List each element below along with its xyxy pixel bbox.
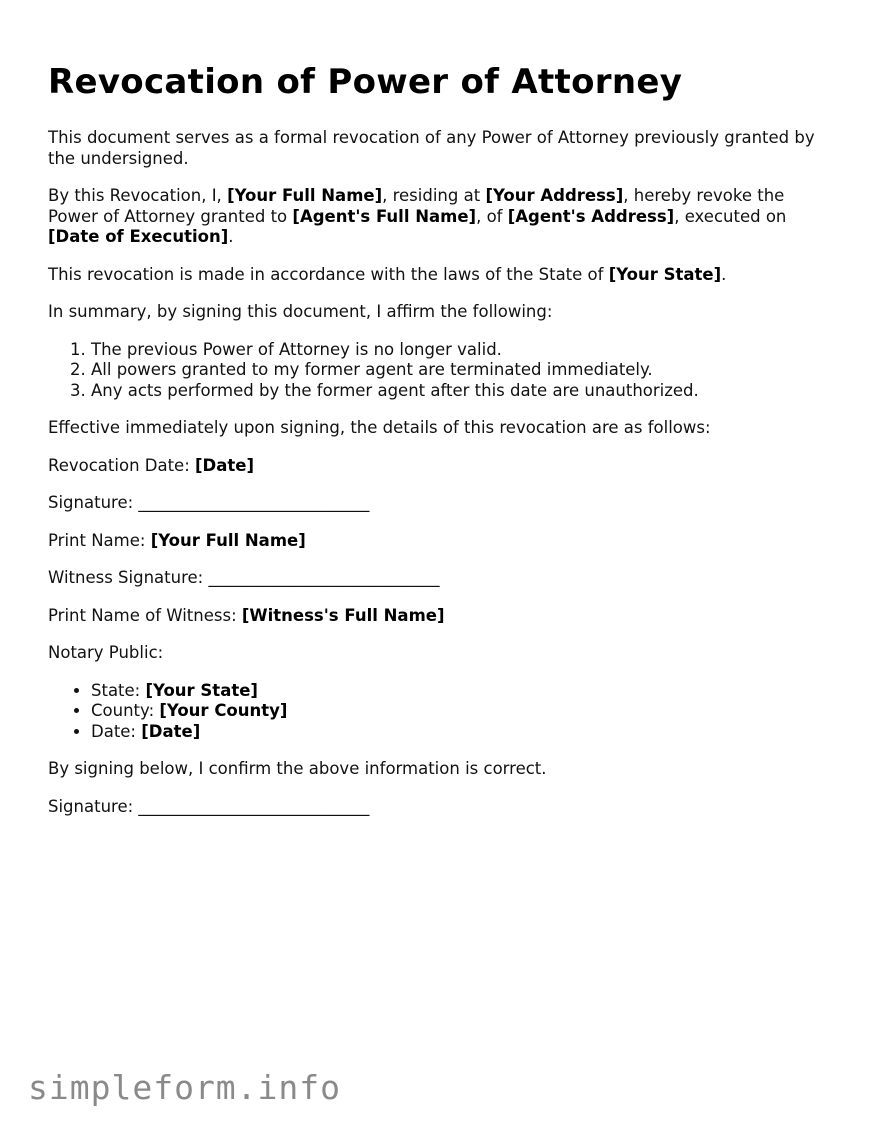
field-label: Witness Signature: [48, 568, 209, 587]
witness-name-placeholder: [Witness's Full Name] [241, 605, 445, 625]
field-label: Revocation Date: [48, 455, 196, 475]
field-label: Print Name: [48, 530, 151, 550]
revocation-date-line [48, 456, 838, 477]
list-item [91, 701, 838, 722]
document-page [48, 58, 838, 834]
confirm-paragraph: By signing below, I confirm the above information is correct. [48, 759, 547, 778]
agent-name-placeholder: [Agent's Full Name] [292, 206, 477, 226]
text-fragment: , of [476, 206, 508, 226]
affirmations-list [48, 340, 838, 402]
text-fragment: , residing at [382, 186, 486, 205]
notary-label: Notary Public: [48, 643, 164, 662]
list-item: 3. Any acts performed by the former agent after this date are unauthorized. [91, 381, 838, 402]
text-fragment: , executed on [674, 206, 787, 226]
field-label: Signature: [48, 493, 139, 512]
intro-paragraph: This document serves as a formal revocation of any Power of Attorney previously granted by the undersigned. [48, 128, 815, 168]
notary-county-placeholder: [Your County] [159, 701, 288, 720]
list-item: 1. The previous Power of Attorney is no longer valid. [91, 340, 838, 361]
list-item: 2. All powers granted to my former agent are terminated immediately. [91, 360, 838, 381]
field-label: Date: [91, 721, 142, 741]
notary-state-placeholder: [Your State] [145, 680, 258, 700]
print-name-line [48, 531, 838, 552]
notary-date-placeholder: [Date] [141, 721, 201, 741]
field-label: Print Name of Witness: [48, 605, 242, 625]
signature-line-2 [48, 797, 838, 818]
print-name-placeholder: [Your Full Name] [150, 530, 306, 550]
signature-blank: ____________________________ [138, 796, 370, 816]
notary-list [48, 681, 838, 743]
field-label: County: [91, 701, 160, 720]
list-item [91, 722, 838, 743]
laws-paragraph [48, 265, 838, 286]
watermark: simpleform.info [28, 1068, 342, 1107]
text-fragment: By this Revocation, I, [48, 186, 228, 205]
state-placeholder: [Your State] [608, 264, 722, 284]
page-title: Revocation of Power of Attorney [48, 62, 683, 102]
text-fragment: . [721, 264, 727, 284]
signature-line-1 [48, 493, 838, 514]
witness-signature-blank: ____________________________ [208, 568, 440, 587]
witness-signature-line [48, 568, 838, 589]
revocation-paragraph [48, 186, 838, 248]
your-name-placeholder: [Your Full Name] [227, 186, 383, 205]
witness-print-name-line [48, 606, 838, 627]
revocation-date-placeholder: [Date] [195, 455, 255, 475]
text-fragment: . [228, 227, 234, 246]
field-label: Signature: [48, 796, 139, 816]
your-address-placeholder: [Your Address] [485, 186, 624, 205]
text-fragment: , hereby revoke the Power of Attorney granted to [48, 186, 785, 226]
summary-intro: In summary, by signing this document, I affirm the following: [48, 302, 553, 321]
effective-paragraph: Effective immediately upon signing, the details of this revocation are as follows: [48, 418, 711, 437]
list-item [91, 681, 838, 702]
field-label: State: [91, 680, 146, 700]
date-of-execution-placeholder: [Date of Execution] [48, 227, 229, 246]
agent-address-placeholder: [Agent's Address] [507, 206, 675, 226]
signature-blank: ____________________________ [138, 493, 370, 512]
text-fragment: This revocation is made in accordance with the laws of the State of [48, 264, 609, 284]
